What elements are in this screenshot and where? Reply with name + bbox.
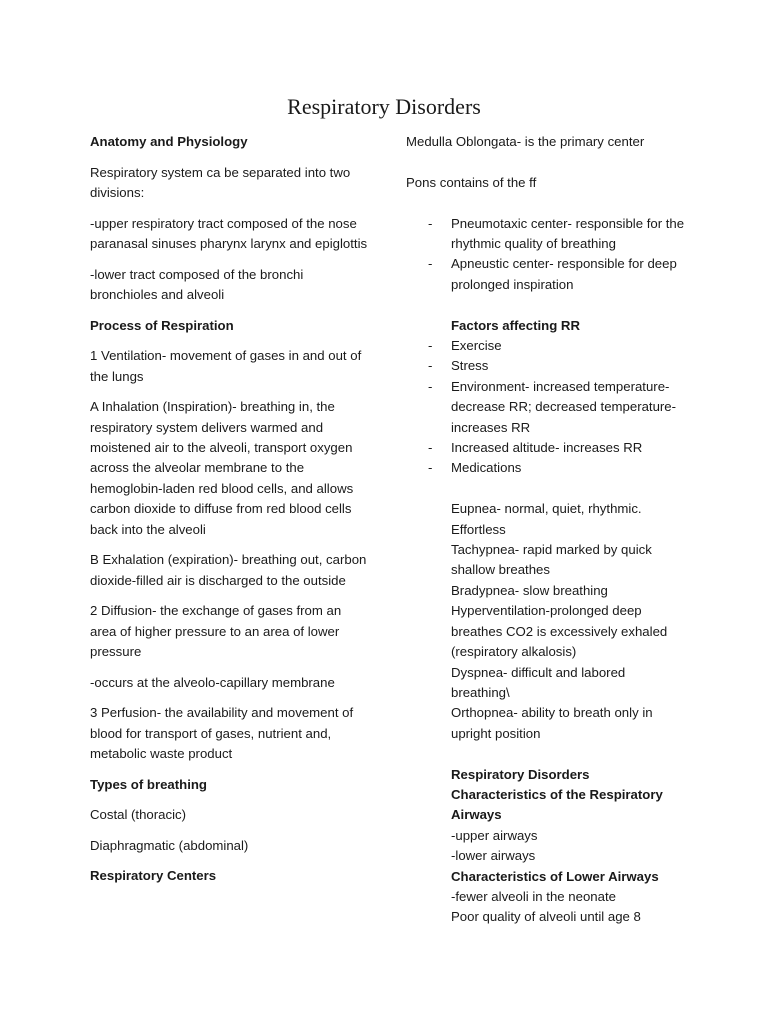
- paragraph-fewer-alveoli: -fewer alveoli in the neonate: [451, 888, 616, 904]
- paragraph-diffusion: 2 Diffusion- the exchange of gases from an area of higher pressure to an area of lower pressure: [90, 603, 342, 660]
- breathing-terms: [406, 499, 686, 744]
- term-bradypnea: Bradypnea- slow breathing: [451, 582, 608, 598]
- list-item: - Environment- increased temperature- decrease RR; decreased temperature- increases RR: [406, 377, 686, 438]
- right-column: [406, 132, 686, 928]
- paragraph-exhalation: B Exhalation (expiration)- breathing out, carbon dioxide-filled air is discharged to the outside: [90, 552, 367, 588]
- heading-types-of-breathing: Types of breathing: [90, 776, 207, 792]
- pons-list: [406, 214, 686, 296]
- left-column: [90, 132, 368, 897]
- paragraph-lower-tract: -lower tract composed of the bronchi bronchioles and alveoli: [90, 266, 304, 302]
- paragraph-perfusion: 3 Perfusion- the availability and movement of blood for transport of gases, nutrient and, metabolic waste product: [90, 705, 354, 762]
- airway-lower: -lower airways: [451, 848, 536, 864]
- term-eupnea: Eupnea- normal, quiet, rhythmic. Effortless: [451, 501, 642, 537]
- paragraph-poor-quality: Poor quality of alveoli until age 8: [451, 909, 641, 925]
- paragraph-inhalation: A Inhalation (Inspiration)- breathing in, the respiratory system delivers warmed and moistened air to the alveoli, transport oxygen across the alveolar membrane to the hemoglobin-laden red blood cells, and allows carbon dioxide to diffuse from red blood cells back into the alveoli: [90, 399, 354, 537]
- paragraph-pons: Pons contains of the ff: [406, 174, 537, 190]
- list-item: - Apneustic center- responsible for deep prolonged inspiration: [406, 254, 686, 295]
- heading-lower-airways: Characteristics of Lower Airways: [451, 868, 659, 884]
- paragraph-upper-tract: -upper respiratory tract composed of the nose paranasal sinuses pharynx larynx and epiglottis: [90, 215, 368, 251]
- list-item: - Exercise: [406, 336, 686, 356]
- heading-respiratory-disorders: Respiratory Disorders: [451, 766, 590, 782]
- factors-list: [406, 336, 686, 479]
- heading-factors: Factors affecting RR: [451, 317, 580, 333]
- heading-process: Process of Respiration: [90, 317, 234, 333]
- disorders-section: [406, 765, 686, 928]
- page-title: Respiratory Disorders: [287, 94, 481, 119]
- paragraph-ventilation: 1 Ventilation- movement of gases in and out of the lungs: [90, 348, 362, 384]
- paragraph-medulla: Medulla Oblongata- is the primary center: [406, 134, 645, 149]
- term-hyperventilation: Hyperventilation-prolonged deep breathes CO2 is excessively exhaled (respiratory alkalosis): [451, 603, 668, 660]
- list-item: - Increased altitude- increases RR: [406, 438, 686, 458]
- term-tachypnea: Tachypnea- rapid marked by quick shallow breathes: [451, 542, 652, 578]
- airway-upper: -upper airways: [451, 827, 538, 843]
- term-orthopnea: Orthopnea- ability to breath only in upright position: [451, 705, 653, 741]
- list-item: - Pneumotaxic center- responsible for the rhythmic quality of breathing: [406, 214, 686, 255]
- paragraph-diaphragmatic: Diaphragmatic (abdominal): [90, 837, 249, 853]
- list-item: - Medications: [406, 458, 686, 478]
- heading-respiratory-centers: Respiratory Centers: [90, 868, 217, 884]
- term-dyspnea: Dyspnea- difficult and labored breathing\: [451, 664, 626, 700]
- heading-airway-characteristics: Characteristics of the Respiratory Airways: [451, 786, 663, 823]
- paragraph-costal: Costal (thoracic): [90, 807, 187, 823]
- heading-anatomy: Anatomy and Physiology: [90, 134, 248, 149]
- paragraph-capillary: -occurs at the alveolo-capillary membrane: [90, 674, 335, 690]
- paragraph-divisions: Respiratory system ca be separated into two divisions:: [90, 164, 351, 200]
- list-item: - Stress: [406, 356, 686, 376]
